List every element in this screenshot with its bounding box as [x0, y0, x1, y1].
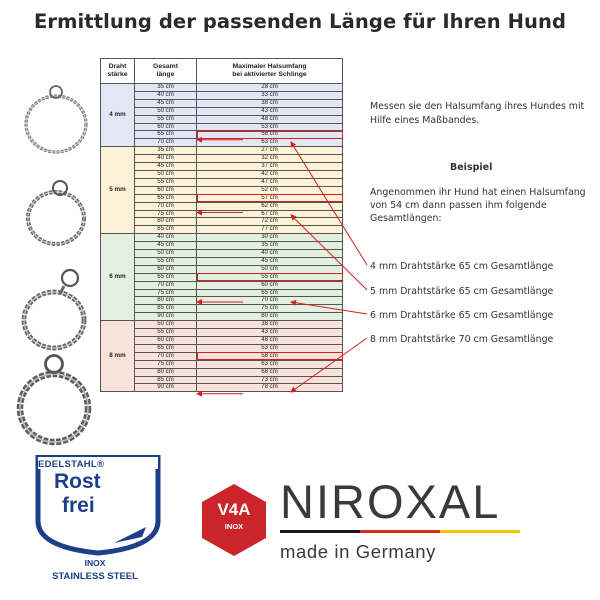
- neck-cell: 42 cm: [197, 170, 343, 178]
- length-cell: 40 cm: [135, 155, 197, 163]
- length-cell: 40 cm: [135, 91, 197, 99]
- wire-gauge-cell: 5 mm: [101, 147, 135, 234]
- german-flag-bars: [280, 530, 520, 533]
- length-cell: 55 cm: [135, 115, 197, 123]
- header-length-line2: länge: [156, 71, 175, 78]
- neck-cell: 38 cm: [197, 321, 343, 329]
- length-cell: 60 cm: [135, 337, 197, 345]
- header-neck-line2: bei aktivierter Schlinge: [232, 71, 307, 78]
- length-cell: 60 cm: [135, 123, 197, 131]
- length-cell: 80 cm: [135, 297, 197, 305]
- length-cell: 80 cm: [135, 368, 197, 376]
- length-cell: 70 cm: [135, 139, 197, 147]
- rostfrei-brand: EDELSTAHL®: [38, 459, 105, 470]
- neck-cell: 48 cm: [197, 115, 343, 123]
- neck-cell: 67 cm: [197, 210, 343, 218]
- length-cell: 85 cm: [135, 305, 197, 313]
- wire-gauge-cell: 8 mm: [101, 321, 135, 392]
- neck-cell: 53 cm: [197, 123, 343, 131]
- neck-cell: 30 cm: [197, 234, 343, 242]
- neck-cell: 35 cm: [197, 242, 343, 250]
- neck-cell: 27 cm: [197, 147, 343, 155]
- neck-cell: 40 cm: [197, 250, 343, 258]
- length-cell: 60 cm: [135, 186, 197, 194]
- length-cell: 35 cm: [135, 84, 197, 92]
- arrow-result-4mm: [291, 142, 367, 265]
- length-cell: 80 cm: [135, 218, 197, 226]
- length-cell: 75 cm: [135, 360, 197, 368]
- neck-cell: 53 cm: [197, 344, 343, 352]
- header-length-line1: Gesamt: [153, 63, 178, 70]
- rostfrei-line1: Rost: [54, 470, 101, 493]
- measure-instruction: Messen sie den Halsumfang ihres Hundes mit Hilfe eines Maßbandes.: [370, 101, 585, 126]
- length-cell: 65 cm: [135, 131, 197, 139]
- length-cell: 45 cm: [135, 242, 197, 250]
- neck-cell: 77 cm: [197, 226, 343, 234]
- length-cell: 50 cm: [135, 107, 197, 115]
- example-text: Angenommen ihr Hund hat einen Halsumfang von 54 cm dann passen ihm folgende Gesamtlängen:: [370, 187, 586, 224]
- result-6mm: 6 mm Drahtstärke 65 cm Gesamtlänge: [370, 310, 554, 321]
- neck-cell: 75 cm: [197, 305, 343, 313]
- length-cell: 70 cm: [135, 352, 197, 360]
- neck-cell-highlighted: 58 cm: [197, 131, 343, 139]
- neck-cell-highlighted: 55 cm: [197, 273, 343, 281]
- header-wire-line2: stärke: [107, 71, 128, 78]
- neck-cell: 78 cm: [197, 384, 343, 392]
- neck-cell: 38 cm: [197, 99, 343, 107]
- niroxal-wordmark: NIROXAL: [280, 475, 501, 528]
- made-in-germany: made in Germany: [280, 541, 437, 562]
- length-cell: 70 cm: [135, 202, 197, 210]
- length-cell: 65 cm: [135, 344, 197, 352]
- wire-gauge-cell: 4 mm: [101, 84, 135, 147]
- length-cell: 85 cm: [135, 376, 197, 384]
- stainless-steel-label: STAINLESS STEEL: [52, 571, 138, 582]
- result-5mm: 5 mm Drahtstärke 65 cm Gesamtlänge: [370, 286, 554, 297]
- neck-cell: 50 cm: [197, 265, 343, 273]
- length-cell: 85 cm: [135, 226, 197, 234]
- v4a-badge: [200, 483, 268, 557]
- length-cell: 65 cm: [135, 273, 197, 281]
- neck-cell: 70 cm: [197, 297, 343, 305]
- length-cell: 50 cm: [135, 170, 197, 178]
- result-4mm: 4 mm Drahtstärke 65 cm Gesamtlänge: [370, 261, 554, 272]
- length-cell: 55 cm: [135, 257, 197, 265]
- length-cell: 75 cm: [135, 289, 197, 297]
- neck-cell: 60 cm: [197, 281, 343, 289]
- neck-cell: 72 cm: [197, 218, 343, 226]
- length-cell: 65 cm: [135, 194, 197, 202]
- inox-label: INOX: [84, 558, 106, 568]
- neck-cell: 37 cm: [197, 163, 343, 171]
- length-cell: 55 cm: [135, 178, 197, 186]
- neck-cell: 80 cm: [197, 313, 343, 321]
- length-cell: 40 cm: [135, 234, 197, 242]
- neck-cell: 45 cm: [197, 257, 343, 265]
- length-cell: 50 cm: [135, 321, 197, 329]
- rostfrei-line2: frei: [62, 494, 95, 517]
- header-neck-line1: Maximaler Halsumfang: [232, 63, 307, 70]
- neck-cell-highlighted: 57 cm: [197, 194, 343, 202]
- length-cell: 90 cm: [135, 384, 197, 392]
- header-wire-line1: Draht: [108, 63, 127, 70]
- length-cell: 90 cm: [135, 313, 197, 321]
- arrow-result-8mm: [291, 338, 367, 392]
- length-cell: 35 cm: [135, 147, 197, 155]
- length-cell: 50 cm: [135, 250, 197, 258]
- neck-cell: 65 cm: [197, 289, 343, 297]
- v4a-inox-label: INOX: [224, 522, 244, 531]
- neck-cell: 62 cm: [197, 202, 343, 210]
- flag-black: [280, 530, 360, 533]
- wire-gauge-cell: 6 mm: [101, 234, 135, 321]
- result-8mm: 8 mm Drahtstärke 70 cm Gesamtlänge: [370, 334, 554, 345]
- arrow-result-6mm: [291, 302, 367, 314]
- neck-cell: 63 cm: [197, 139, 343, 147]
- neck-cell: 48 cm: [197, 337, 343, 345]
- arrow-result-5mm: [291, 215, 367, 290]
- neck-cell: 33 cm: [197, 91, 343, 99]
- length-cell: 60 cm: [135, 265, 197, 273]
- flag-red: [360, 530, 440, 533]
- length-cell: 45 cm: [135, 99, 197, 107]
- length-cell: 55 cm: [135, 329, 197, 337]
- length-cell: 70 cm: [135, 281, 197, 289]
- neck-cell: 52 cm: [197, 186, 343, 194]
- length-cell: 45 cm: [135, 163, 197, 171]
- neck-cell-highlighted: 58 cm: [197, 352, 343, 360]
- length-cell: 75 cm: [135, 210, 197, 218]
- neck-cell: 43 cm: [197, 107, 343, 115]
- neck-cell: 73 cm: [197, 376, 343, 384]
- neck-cell: 68 cm: [197, 368, 343, 376]
- page-title: Ermittlung der passenden Länge für Ihren Hund: [33, 10, 567, 33]
- example-heading: Beispiel: [450, 162, 493, 173]
- flag-gold: [440, 530, 520, 533]
- v4a-label: V4A: [217, 500, 251, 519]
- neck-cell: 47 cm: [197, 178, 343, 186]
- neck-cell: 43 cm: [197, 329, 343, 337]
- neck-cell: 63 cm: [197, 360, 343, 368]
- neck-cell: 32 cm: [197, 155, 343, 163]
- neck-cell: 28 cm: [197, 84, 343, 92]
